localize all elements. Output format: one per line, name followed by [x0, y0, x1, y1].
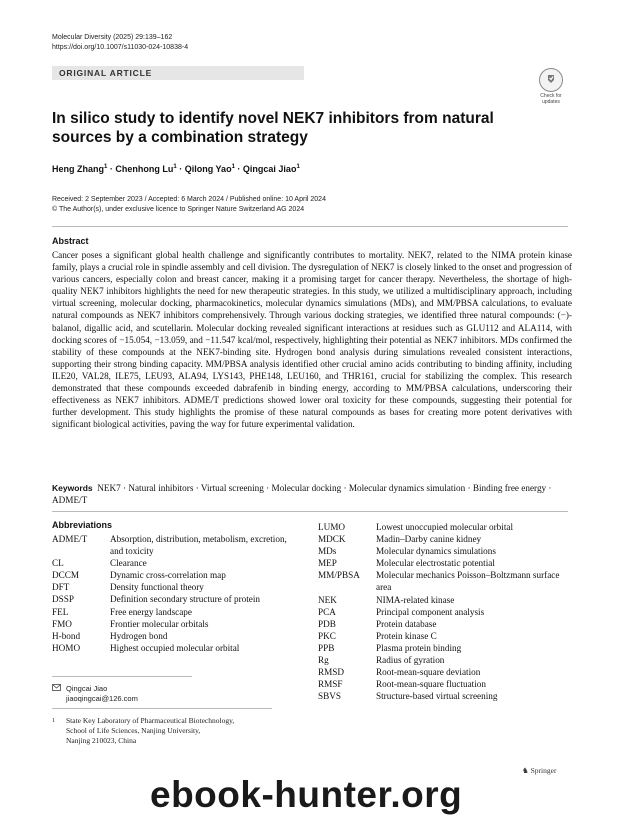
abbreviation-row	[318, 594, 570, 606]
author-affiliation-mark: 1	[296, 164, 300, 170]
abbreviation-row	[318, 666, 570, 678]
badge-line1: Check for	[540, 93, 562, 99]
abbreviation-definition: Protein kinase C	[376, 630, 437, 641]
abbreviation: SBVS	[318, 691, 341, 702]
watermark: ebook-hunter.org	[150, 774, 463, 815]
publication-dates	[52, 195, 326, 215]
abbreviation-definition: Highest occupied molecular orbital	[110, 642, 240, 653]
abbreviation-row	[318, 678, 570, 690]
affiliation	[52, 716, 234, 746]
abbreviation-definition: Density functional theory	[110, 582, 204, 593]
article-title: In silico study to identify novel NEK7 inhibitors from natural sources by a combination strategy	[52, 110, 494, 146]
abbreviation-row	[52, 606, 302, 618]
abbreviation-definition: Root-mean-square deviation	[376, 667, 481, 678]
abbreviation-row	[318, 618, 570, 630]
abbreviation-row	[318, 606, 570, 618]
publisher-logo	[522, 766, 556, 775]
contact-name: Qingcai Jiao	[66, 684, 108, 693]
divider	[52, 511, 568, 512]
affiliation-line: State Key Laboratory of Pharmaceutical Biotechnology,	[66, 716, 235, 725]
check-for-updates-badge[interactable]	[536, 68, 566, 105]
abbreviation: H-bond	[52, 630, 81, 641]
abbreviation: DFT	[52, 582, 70, 593]
abbreviation-definition: Hydrogen bond	[110, 630, 168, 641]
keywords-list: NEK7 · Natural inhibitors · Virtual screening · Molecular docking · Molecular dynamics simulation · Binding free energy · ADME/T	[52, 483, 552, 506]
divider	[52, 226, 568, 227]
abbreviation-row	[52, 618, 302, 630]
abbreviation: CL	[52, 558, 64, 569]
publisher-name: Springer	[530, 766, 557, 775]
author-name[interactable]: Qilong Yao	[184, 164, 232, 174]
author-affiliation-mark: 1	[231, 164, 235, 170]
abbreviation: FMO	[52, 618, 72, 629]
abbreviation-row	[52, 642, 302, 654]
abbreviation-definition: Principal component analysis	[376, 606, 485, 617]
abbreviation-definition: Frontier molecular orbitals	[110, 618, 209, 629]
abbreviation: LUMO	[318, 522, 346, 532]
abbreviations-left-column	[52, 533, 302, 654]
abbreviation: MM/PBSA	[318, 570, 360, 581]
doi-link[interactable]: https://doi.org/10.1007/s11030-024-10838-4	[52, 44, 189, 51]
abbreviation: ADME/T	[52, 534, 88, 544]
envelope-icon	[52, 684, 66, 694]
abbreviation: Rg	[318, 655, 329, 666]
dates-line: Received: 2 September 2023 / Accepted: 6 March 2024 / Published online: 10 April 2024	[52, 196, 326, 203]
abbreviation-definition: Protein database	[376, 618, 437, 629]
abbreviation: MDCK	[318, 534, 346, 545]
author-list	[52, 164, 300, 174]
affiliation-line: Nanjing 210023, China	[66, 736, 137, 745]
abbreviations-right-column	[318, 521, 570, 702]
abbreviation-definition: Free energy landscape	[110, 606, 192, 617]
author-name[interactable]: Heng Zhang	[52, 164, 104, 174]
abbreviation-definition: Molecular electrostatic potential	[376, 558, 495, 569]
abbreviation-row	[52, 593, 302, 605]
abbreviation-definition: Molecular dynamics simulations	[376, 546, 496, 557]
article-type-banner: ORIGINAL ARTICLE	[52, 66, 304, 80]
abbreviation: HOMO	[52, 642, 81, 653]
affiliation-number: 1	[52, 718, 55, 724]
author-separator: ·	[179, 164, 185, 174]
copyright-line: © The Author(s), under exclusive licence to Springer Nature Switzerland AG 2024	[52, 206, 305, 213]
author-affiliation-mark: 1	[173, 164, 177, 170]
abbreviation-row	[318, 654, 570, 666]
abbreviation: NEK	[318, 594, 337, 605]
springer-horse-icon: ♞	[522, 766, 529, 775]
abbreviation-row	[52, 533, 302, 557]
abbreviation-row	[52, 569, 302, 581]
check-for-updates-icon	[539, 68, 563, 92]
abbreviation-definition: Absorption, distribution, metabolism, excretion, and toxicity	[110, 534, 287, 557]
abbreviation-definition: Lowest unoccupied molecular orbital	[376, 522, 514, 532]
author-separator: ·	[109, 164, 116, 174]
abstract-text: Cancer poses a significant global health challenge and significantly contributes to mortality. NEK7, related to the NIMA protein kinase family, plays a crucial role in spindle assembly and cell division. The dysregulation of NEK7 is closely linked to the onset and progression of various cancers, especially colon and breast cancer, making it a promising target for cancer therapy. Nevertheless, the shortage of high-quality NEK7 inhibitors highlights the need for new therapeutic strategies. In this study, we utilized a multidisciplinary approach, including virtual screening, molecular docking, pharmacokinetics, molecular dynamics simulations (MDs), and MM/PBSA calculations, to evaluate natural compounds as NEK7 inhibitors comprehensively. Through various docking strategies, we identified three natural compounds: (−)-balanol, digallic acid, and scutellarin. Molecular docking revealed significant interactions at residues such as GLU112 and ALA114, with docking scores of −15.054, −13.059, and −11.547 kcal/mol, respectively, highlighting their potential as NEK7 inhibitors. MDs confirmed the stability of these compounds at the NEK7-binding site. Hydrogen bond analysis during simulations revealed consistent interactions, supporting their strong binding capacity. MM/PBSA analysis identified other crucial amino acids contributing to binding affinity, including ILE20, VAL28, ILE75, LEU93, ALA94, LYS143, PHE148, LEU160, and THR161, crucial for stabilizing the complex. This research demonstrated that these compounds exceeded dabrafenib in binding energy, according to MM/PBSA calculations, underscoring their effectiveness as NEK7 inhibitors. ADME/T predictions showed lower oral toxicity for these compounds, suggesting their potential for further development. This study highlights the promise of these natural compounds as bases for creating more potent derivatives with significant biological activities, paving the way for future experimental validation.	[52, 250, 572, 430]
abbreviation-definition: Dynamic cross-correlation map	[110, 570, 226, 581]
abbreviation: PDB	[318, 618, 336, 629]
abbreviation: MEP	[318, 558, 337, 569]
abbreviation-row	[52, 557, 302, 569]
abbreviation-definition: Root-mean-square fluctuation	[376, 679, 486, 690]
abbreviation: PPB	[318, 642, 335, 653]
abbreviation-row	[52, 581, 302, 593]
abbreviation-row	[318, 521, 570, 533]
abbreviation-definition: Structure-based virtual screening	[376, 691, 498, 702]
abbreviation-definition: Madin–Darby canine kidney	[376, 534, 482, 545]
abbreviation-row	[318, 545, 570, 557]
corresponding-author	[52, 684, 138, 704]
abbreviation-definition: Clearance	[110, 558, 147, 569]
abbreviation: RMSF	[318, 679, 343, 690]
keywords-label: Keywords	[52, 483, 93, 493]
abbreviation-definition: Plasma protein binding	[376, 642, 462, 653]
journal-citation: Molecular Diversity (2025) 29:139–162	[52, 34, 173, 41]
abbreviation-row	[318, 557, 570, 569]
author-name[interactable]: Chenhong Lu	[115, 164, 174, 174]
author-separator: ·	[237, 164, 243, 174]
abbreviation-row	[318, 569, 570, 593]
keywords	[52, 482, 572, 506]
abbreviation-definition: Definition secondary structure of protein	[110, 594, 261, 605]
abbreviation: PCA	[318, 606, 336, 617]
abbreviation-row	[318, 690, 570, 702]
abbreviation: FEL	[52, 606, 69, 617]
abbreviation-row	[318, 630, 570, 642]
footnote-divider	[52, 708, 272, 709]
abbreviation: DCCM	[52, 570, 80, 581]
badge-line2: updates	[542, 99, 560, 105]
abbreviation-definition: NIMA-related kinase	[376, 594, 455, 605]
abbreviation: RMSD	[318, 667, 345, 678]
abbreviation-row	[318, 642, 570, 654]
contact-email[interactable]: jiaoqingcai@126.com	[66, 694, 138, 703]
affiliation-line: School of Life Sciences, Nanjing University,	[66, 726, 201, 735]
abbreviation-definition: Molecular mechanics Poisson–Boltzmann surface area	[376, 570, 560, 593]
abbreviation-row	[318, 533, 570, 545]
abbreviation: PKC	[318, 630, 336, 641]
abbreviation: MDs	[318, 546, 337, 557]
abbreviation: DSSP	[52, 594, 74, 605]
abbreviation-row	[52, 630, 302, 642]
abbreviation-definition: Radius of gyration	[376, 655, 445, 666]
author-name[interactable]: Qingcai Jiao	[242, 164, 297, 174]
abstract-heading: Abstract	[52, 236, 89, 246]
author-affiliation-mark: 1	[104, 164, 108, 170]
footnote-divider	[52, 676, 192, 677]
abbreviations-heading: Abbreviations	[52, 520, 113, 530]
